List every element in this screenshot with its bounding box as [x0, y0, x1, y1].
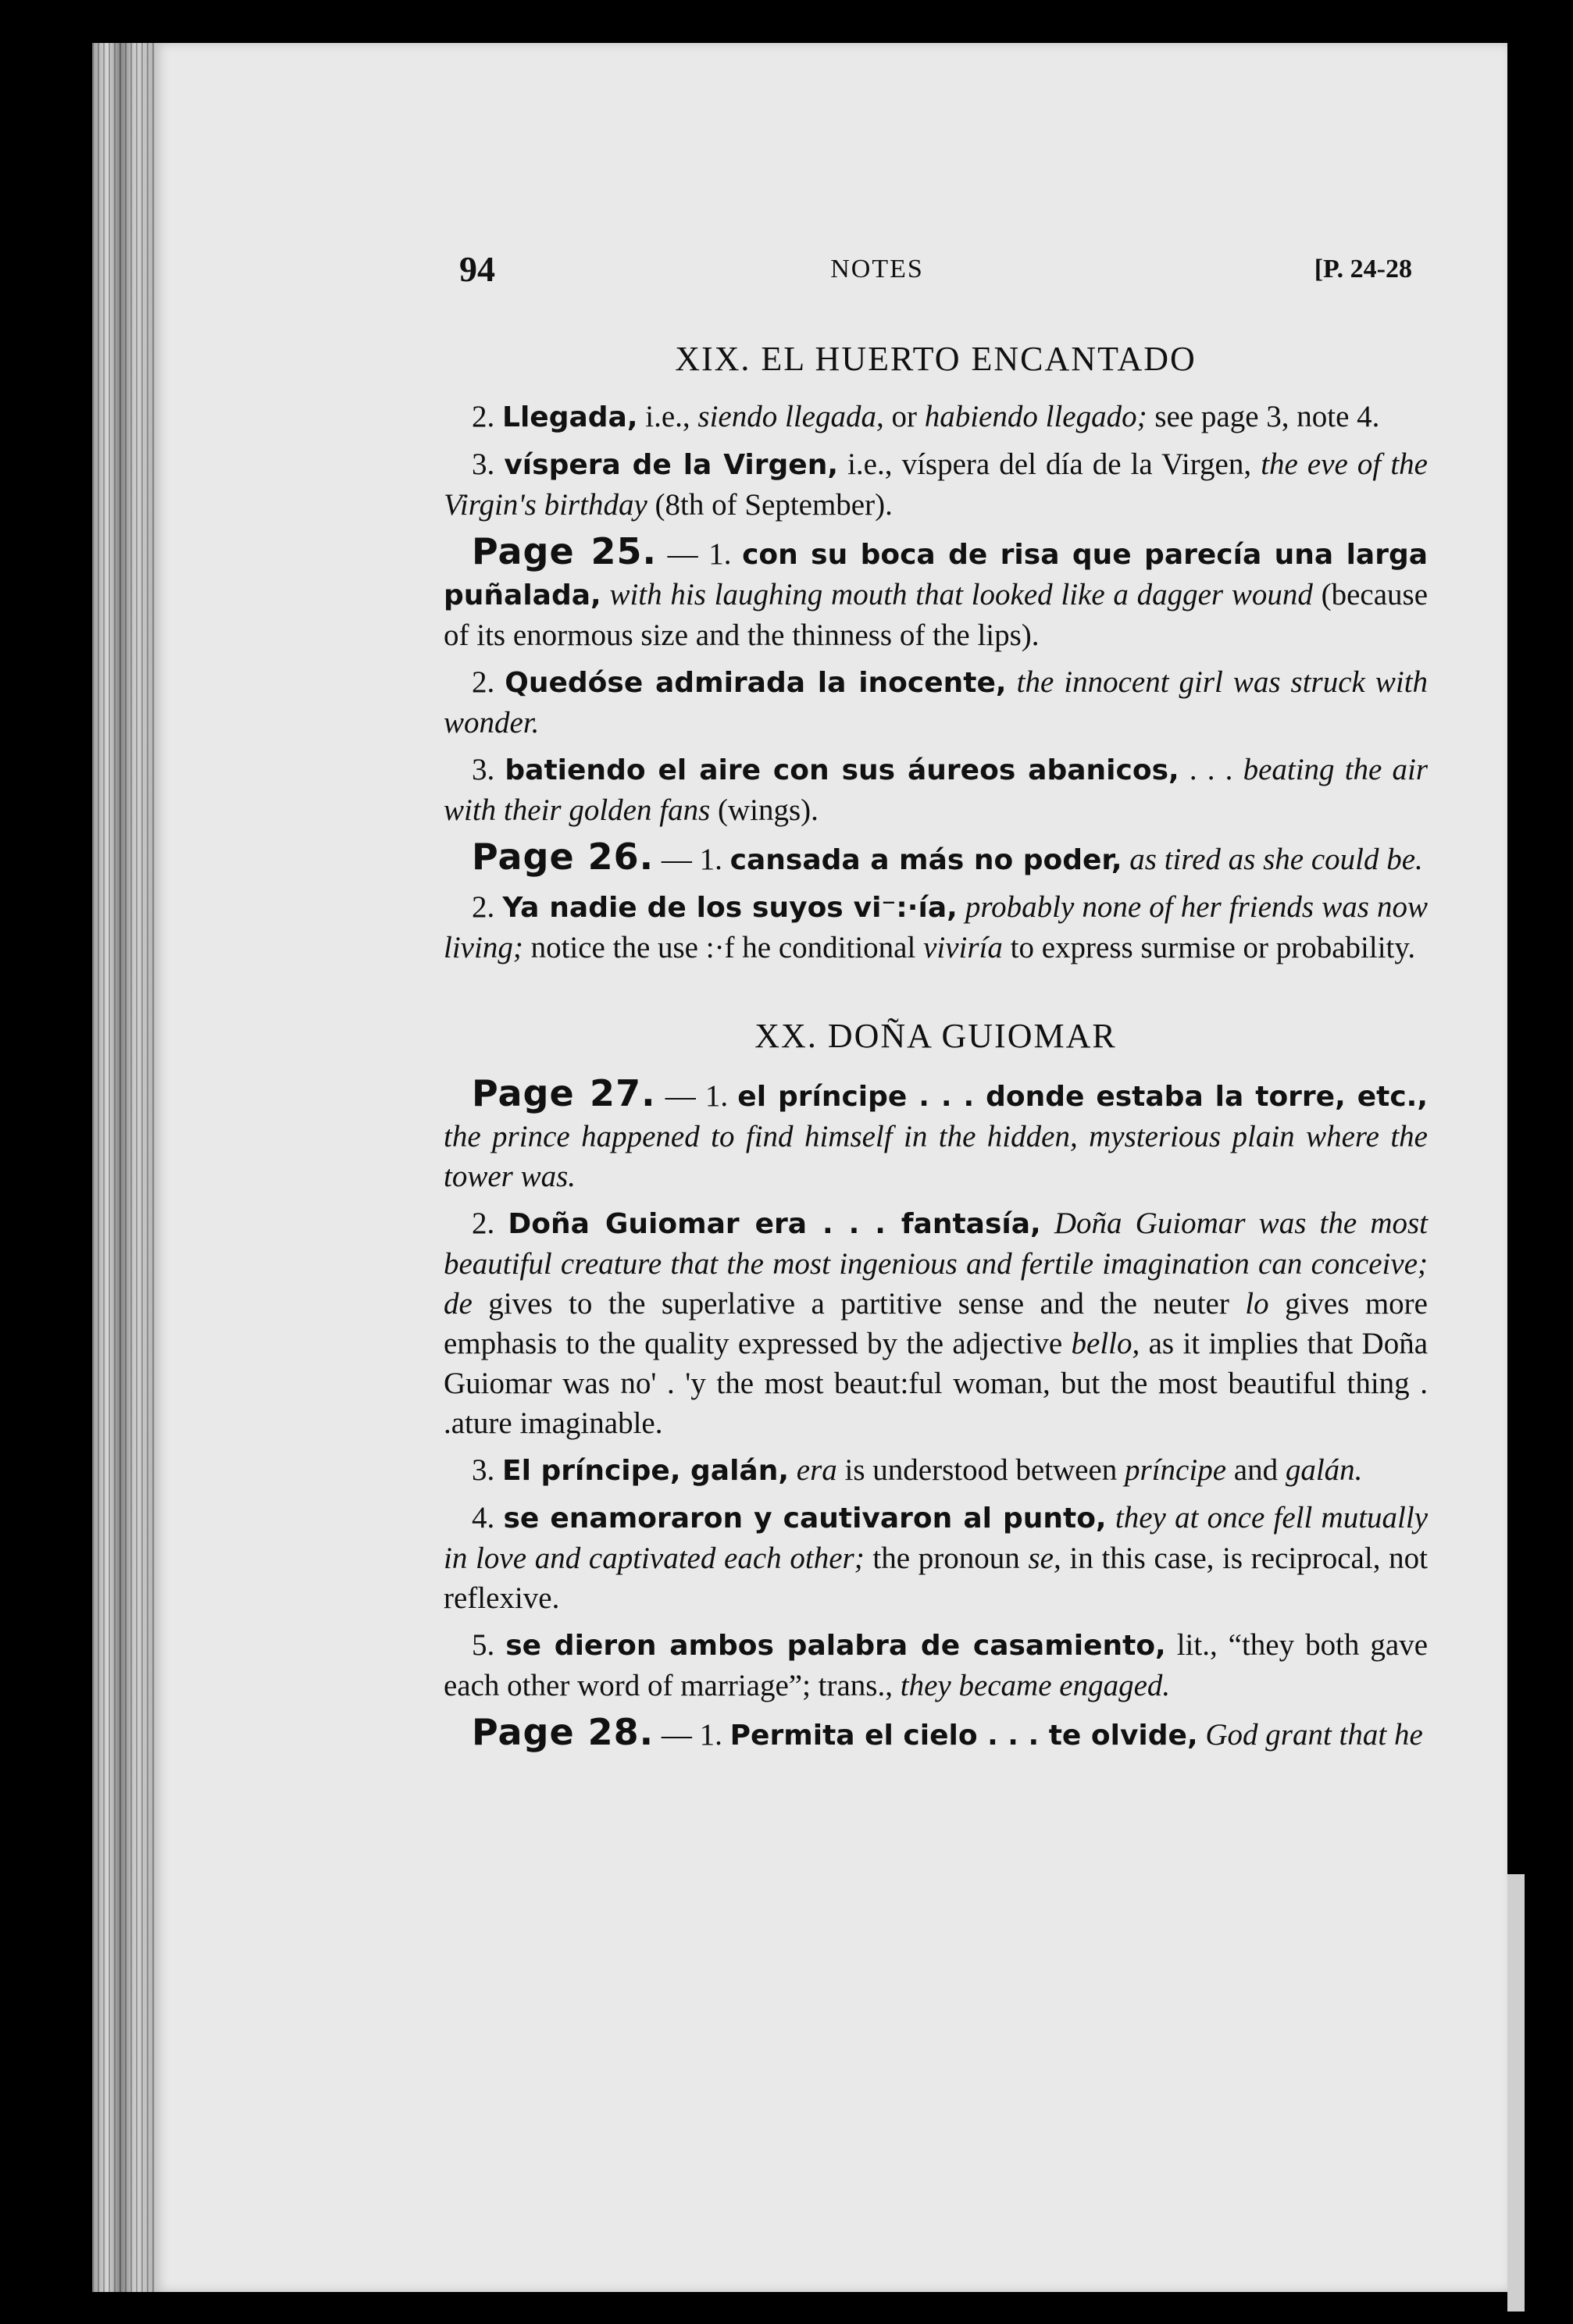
gloss-text: in this case, is reciprocal, not reflexive.: [444, 1542, 1428, 1615]
gloss-text: (8th of September).: [647, 488, 893, 522]
gloss-italic: de: [444, 1287, 473, 1321]
gloss-text: see page 3, note 4.: [1147, 400, 1380, 433]
note-number: 2.: [472, 890, 495, 924]
gloss-text: [601, 578, 610, 611]
note-lemma: se dieron ambos palabra de casamiento,: [505, 1630, 1166, 1662]
note-number: 2.: [472, 665, 495, 699]
gloss-italic: príncipe: [1125, 1453, 1227, 1487]
note-entry: [444, 837, 1428, 880]
gloss-italic: galán.: [1285, 1453, 1363, 1487]
note-lemma: Doña Guiomar era . . . fantasía,: [508, 1208, 1041, 1240]
note-entry: [444, 750, 1428, 830]
note-lemma: el príncipe . . . donde estaba la torre, etc.,: [737, 1081, 1429, 1113]
note-number: 4.: [472, 1501, 495, 1534]
gloss-italic: the innocent girl was struck with wonder.: [444, 665, 1429, 740]
gloss-text: (wings).: [710, 793, 819, 827]
note-lemma: cansada a más no poder,: [729, 844, 1122, 876]
gloss-text: is understood between: [836, 1453, 1125, 1487]
note-lemma: Quedóse admirada la inocente,: [505, 667, 1007, 699]
gloss-italic: the prince happened to find himself in the hidden, mysterious plain where the tower was.: [444, 1120, 1428, 1193]
gloss-text: [958, 890, 965, 924]
gloss-italic: they became engaged.: [900, 1669, 1171, 1702]
note-lemma: se enamoraron y cautivaron al punto,: [503, 1502, 1107, 1534]
section-title: XX. DOÑA GUIOMAR: [754, 1017, 1117, 1055]
gloss-text: [1107, 1501, 1115, 1534]
note-lemma: Permita el cielo . . . te olvide,: [729, 1720, 1198, 1752]
gloss-italic: they at once fell mutually in love and captivated each other;: [444, 1501, 1429, 1575]
note-lemma: Llegada,: [502, 401, 638, 433]
note-number: 3.: [472, 447, 495, 481]
gloss-text: (because of its enormous size and the thinness of the lips).: [444, 578, 1429, 652]
note-entry: [444, 444, 1428, 525]
page-reference: Page 26.: [472, 836, 655, 878]
gloss-text: lit., “they both gave each other word of marriage”; trans.,: [444, 1628, 1429, 1702]
note-number: — 1.: [665, 1079, 729, 1113]
note-entry: [444, 1498, 1428, 1618]
note-entry: [444, 1625, 1428, 1706]
gloss-text: and: [1226, 1453, 1286, 1487]
gloss-italic: habiendo llegado;: [924, 400, 1147, 433]
gloss-italic: era: [796, 1453, 837, 1487]
note-number: 3.: [472, 753, 495, 786]
page-range: [P. 24-28: [1314, 255, 1412, 283]
note-lemma: El príncipe, galán,: [502, 1455, 790, 1487]
gloss-text: gives to the superlative a partitive sense and the neuter: [472, 1287, 1246, 1321]
gloss-text: [1122, 843, 1130, 876]
note-entry: [444, 1203, 1428, 1443]
page-number: 94: [459, 249, 495, 289]
gloss-text: i.e.,: [637, 400, 698, 433]
gloss-text: as it implies that Doña Guiomar was no' . 'y the most beaut:ful woman, but the most beautiful thing . .ature imaginable.: [444, 1327, 1429, 1440]
gloss-italic: Doña Guiomar was the most beautiful creature that the most ingenious and fertile imagination can conceive;: [444, 1207, 1428, 1281]
note-entry: [444, 1713, 1428, 1755]
page-reference: Page 27.: [472, 1072, 656, 1114]
page-edge-strip: [1507, 1874, 1525, 2312]
note-number: — 1.: [667, 537, 732, 571]
book-spine-edge: [92, 43, 155, 2292]
note-number: — 1.: [661, 1718, 722, 1752]
gloss-text: [1198, 1718, 1206, 1752]
page-reference: Page 28.: [472, 1711, 655, 1753]
note-lemma: Ya nadie de los suyos vi⁻:·ía,: [502, 892, 958, 924]
page-reference: Page 25.: [472, 530, 657, 572]
gloss-text: [789, 1453, 797, 1487]
section-title: XIX. EL HUERTO ENCANTADO: [675, 340, 1197, 378]
note-number: — 1.: [661, 843, 722, 876]
note-lemma: con su boca de risa que parecía una larga puñalada,: [444, 539, 1429, 611]
gloss-text: i.e., víspera del día de la Virgen,: [838, 447, 1261, 481]
note-lemma: batiendo el aire con sus áureos abanicos,: [505, 754, 1179, 786]
gloss-text: [1007, 665, 1017, 699]
note-entry: [444, 532, 1428, 655]
gloss-text: . . .: [1179, 753, 1243, 786]
gloss-italic: bello,: [1071, 1327, 1140, 1360]
gloss-italic: beating the air with their golden fans: [444, 753, 1429, 827]
running-header: [303, 248, 1451, 287]
note-number: 3.: [472, 1453, 495, 1487]
gloss-text: to express surmise or probability.: [1002, 931, 1416, 964]
note-entry: [444, 1450, 1428, 1491]
note-lemma: víspera de la Virgen,: [504, 449, 839, 481]
gloss-italic: probably none of her friends was now living;: [444, 890, 1428, 964]
gloss-text: [1041, 1207, 1054, 1240]
notes-body: [444, 336, 1428, 1763]
gloss-italic: God grant that he: [1205, 1718, 1423, 1752]
gloss-text: the pronoun: [864, 1542, 1029, 1575]
note-number: 2.: [472, 400, 495, 433]
gloss-italic: as tired as she could be.: [1129, 843, 1423, 876]
gloss-text: gives more emphasis to the quality expressed by the adjective: [444, 1287, 1428, 1360]
running-title: NOTES: [830, 255, 924, 283]
gloss-italic: lo: [1245, 1287, 1269, 1321]
note-entry: [444, 662, 1428, 743]
gloss-text: or: [883, 400, 925, 433]
gloss-italic: se,: [1028, 1542, 1061, 1575]
note-entry: [444, 397, 1428, 437]
gloss-text: notice the use :·f he conditional: [523, 931, 924, 964]
note-entry: [444, 887, 1428, 968]
gloss-italic: viviría: [923, 931, 1003, 964]
gloss-italic: the eve of the Virgin's birthday: [444, 447, 1428, 522]
note-number: 2.: [472, 1207, 495, 1240]
gloss-italic: with his laughing mouth that looked like a dagger wound: [609, 578, 1313, 611]
gloss-italic: siendo llegada,: [697, 400, 884, 433]
note-number: 5.: [472, 1628, 495, 1662]
note-entry: [444, 1074, 1428, 1196]
